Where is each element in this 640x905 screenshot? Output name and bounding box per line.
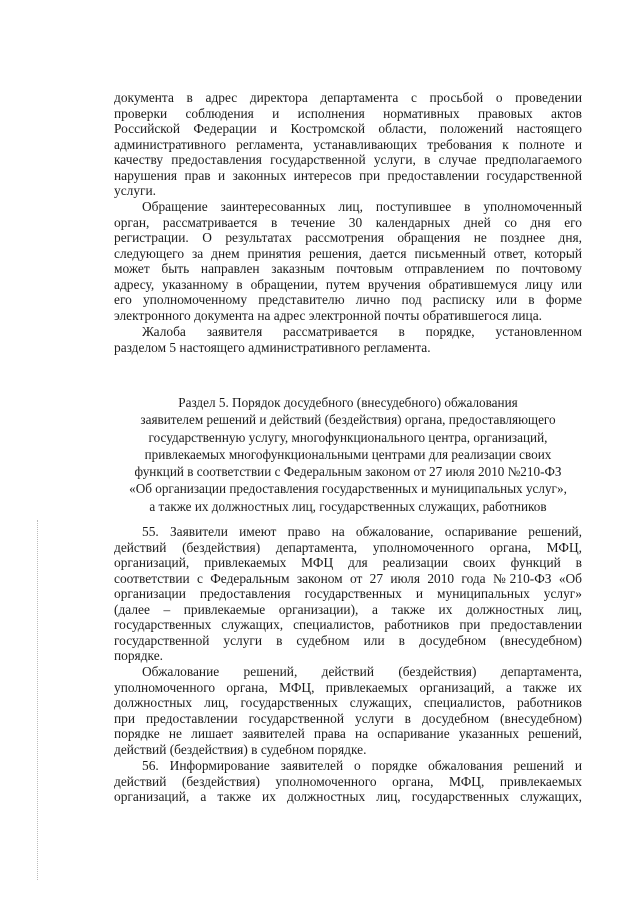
paragraph-appeal-review: [114, 199, 582, 323]
text-line: Жалоба заявителя рассматривается в порядке, установленном: [142, 324, 582, 339]
paragraph-complaint: [114, 324, 582, 355]
text-line: электронного документа на адрес электронной почты обратившегося лица.: [114, 307, 542, 323]
text-line: государственной услуги в судебном или в досудебном (внесудебном): [114, 632, 582, 648]
scan-edge-dots: [37, 520, 38, 880]
text-line: государственных служащих, специалистов, работников при предоставлении: [114, 617, 582, 633]
text-line: Российской Федерации и Костромской области, положений настоящего: [114, 121, 582, 137]
text-line: Обращение заинтересованных лиц, поступившее в уполномоченный: [142, 199, 582, 214]
paragraph-appeal-rights: [114, 664, 582, 757]
text-line: регистрации. О результатах рассмотрения обращения не позднее дня,: [114, 230, 582, 246]
text-line: действий (бездействия) департамента, уполномоченного органа, МФЦ,: [114, 539, 582, 555]
text-line: разделом 5 настоящего административного регламента.: [114, 339, 431, 355]
text-line: уполномоченного органа, МФЦ, привлекаемых организаций, а также их: [114, 679, 582, 695]
text-line: организации предоставления государственных и муниципальных услуг»: [114, 586, 582, 602]
text-line: проверки соблюдения и исполнения нормативных правовых актов: [114, 105, 582, 121]
text-line: организаций, привлекаемых МФЦ для реализации своих функций в: [114, 555, 582, 571]
text-line: административного регламента, устанавливающих требования к полноте и: [114, 136, 582, 152]
text-line: 56. Информирование заявителей о порядке обжалования решений и: [142, 758, 582, 773]
paragraph-56: [114, 758, 582, 805]
text-line: нарушения прав и законных интересов при предоставлении государственной: [114, 167, 582, 183]
heading-line: привлекаемых многофункциональными центрами для реализации своих: [144, 446, 552, 462]
text-line: порядке не лишает заявителей права на оспаривание указанных решений,: [114, 726, 582, 742]
text-line: организаций, а также их должностных лиц, государственных служащих,: [114, 789, 582, 805]
paragraph-55: [114, 524, 582, 664]
text-line: действий (бездействия) уполномоченного органа, МФЦ, привлекаемых: [114, 773, 582, 789]
heading-line: государственную услугу, многофункционального центра, организаций,: [148, 429, 548, 445]
heading-line: функций в соответствии с Федеральным законом от 27 июля 2010 №210-ФЗ: [134, 464, 562, 480]
text-line: услуги.: [114, 183, 157, 199]
text-line: при предоставлении государственной услуги в досудебном (внесудебном): [114, 710, 582, 726]
heading-line: «Об организации предоставления государственных и муниципальных услуг»,: [129, 481, 567, 497]
text-line: должностных лиц, государственных служащих, специалистов, работников: [114, 695, 582, 711]
text-line: документа в адрес директора департамента с просьбой о проведении: [114, 90, 582, 105]
heading-line: а также их должностных лиц, государственных служащих, работников: [149, 498, 547, 514]
heading-line: Раздел 5. Порядок досудебного (внесудебного) обжалования: [178, 395, 518, 410]
text-line: порядке.: [114, 648, 163, 664]
section-heading: [110, 394, 586, 515]
text-line: соответствии с Федеральным законом от 27 июля 2010 года №210-ФЗ «Об: [114, 570, 582, 586]
text-line: его уполномоченному представителю лично под расписку или в форме: [114, 292, 582, 308]
text-line: адресу, указанному в обращении, путем вручения обратившемуся лицу или: [114, 276, 582, 292]
text-line: действий (бездействия) в судебном порядке.: [114, 741, 367, 757]
text-line: Обжалование решений, действий (бездействия) департамента,: [142, 664, 582, 679]
text-line: орган, рассматривается в течение 30 календарных дней со дня его: [114, 214, 582, 230]
text-line: следующего за днем принятия решения, дается письменный ответ, который: [114, 245, 582, 261]
text-line: может быть направлен заказным почтовым отправлением по почтовому: [114, 261, 582, 277]
paragraph-continuation: [114, 90, 582, 199]
text-line: 55. Заявители имеют право на обжалование, оспаривание решений,: [142, 524, 582, 539]
text-line: качеству предоставления государственной услуги, в случае предполагаемого: [114, 152, 582, 168]
heading-line: заявителем решений и действий (бездействия) органа, предоставляющего: [140, 412, 556, 428]
text-line: (далее – привлекаемые организации), а также их должностных лиц,: [114, 601, 582, 617]
